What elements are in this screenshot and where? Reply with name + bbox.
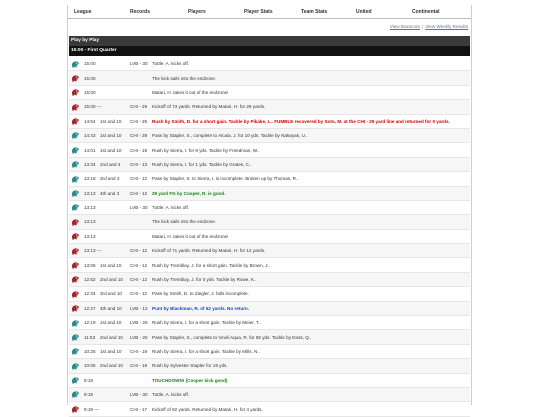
play-time: 13:13: [84, 205, 96, 211]
play-time: 14:54: [84, 118, 96, 124]
team-teal-logo-icon: [71, 376, 80, 385]
play-description: Rush by Tremblay, J. for a short gain. Tackle by Brown, J..: [152, 262, 271, 268]
play-spot: CHI - 12: [130, 190, 148, 196]
team-teal-logo-icon: [71, 347, 80, 356]
play-spot: CHI - 29: [130, 118, 148, 124]
play-row: [69, 57, 470, 71]
play-down: 3rd and 3: [100, 176, 120, 182]
play-time: 15:00: [84, 89, 96, 95]
play-down: 1st and 10: [100, 147, 122, 153]
play-down: 4th and 3: [100, 190, 120, 196]
play-spot: CHI - 29: [130, 104, 148, 110]
result-links: [390, 24, 468, 29]
play-row: [69, 215, 470, 229]
play-description: The kick sails into the endzone.: [152, 219, 217, 225]
play-time: 11:53: [84, 334, 96, 340]
play-description: Tuttle, A. kicks off.: [152, 205, 190, 211]
play-time: 10:25: [84, 349, 96, 354]
play-spot: CHI - 19: [130, 363, 148, 369]
nav-league[interactable]: League: [74, 9, 92, 15]
page-container: [67, 5, 472, 412]
team-teal-logo-icon: [71, 146, 80, 155]
play-description: Rush by Sierra, I. for 6 yds. Tackle by Freedman, W..: [152, 147, 260, 153]
play-row: [69, 345, 470, 359]
play-down: 1st and 10: [100, 320, 122, 326]
play-down: 1st and 10: [100, 262, 122, 268]
play-row: [69, 115, 470, 129]
nav-players[interactable]: Players: [188, 9, 206, 15]
play-time: 14:43: [84, 133, 96, 139]
play-down: 2nd and 10: [100, 363, 123, 369]
play-row: [69, 330, 470, 344]
team-teal-logo-icon: [71, 319, 80, 328]
quarter-title: 15:00 - First Quarter: [69, 46, 470, 56]
team-red-logo-icon: [71, 290, 80, 299]
play-spot: CHI - 13: [130, 161, 148, 167]
team-teal-logo-icon: [71, 362, 80, 371]
play-row: [69, 402, 470, 416]
play-description: Pass by Stapler, S., complete to Alcala, J. for 10 yds. Tackle by Nakayak, U..: [152, 133, 308, 139]
play-spot: CHI - 19: [130, 349, 148, 354]
play-spot: CHI - 12: [130, 176, 148, 182]
play-spot: LVB - 30: [130, 392, 148, 398]
play-time: 15:00 ---: [84, 104, 102, 110]
play-row: [69, 172, 470, 186]
team-red-logo-icon: [71, 275, 80, 284]
team-teal-logo-icon: [71, 203, 80, 212]
team-teal-logo-icon: [71, 189, 80, 198]
team-red-logo-icon: [71, 218, 80, 227]
play-description: Pass by Smith, D. to Ziegler, J. falls incomplete.: [152, 291, 250, 297]
play-time: 13:13: [84, 190, 96, 196]
play-down: 1st and 10: [100, 118, 122, 124]
play-row: [69, 158, 470, 172]
play-description: The kick sails into the endzone.: [152, 75, 217, 81]
team-red-logo-icon: [71, 117, 80, 126]
nav-continental[interactable]: Continental: [412, 9, 440, 15]
play-time: 12:27: [84, 305, 96, 311]
play-description: Rush by Tremblay, J. for 0 yds. Tackle by Rowe, K..: [152, 277, 257, 283]
play-down: 2nd and 10: [100, 277, 123, 283]
play-row: [69, 258, 470, 272]
play-list: [69, 57, 470, 417]
play-time: 13:13: [84, 219, 96, 225]
play-time: 9:19: [84, 392, 93, 398]
play-description: Rush by Sierra, I. for a short gain. Tackle by Mills, N..: [152, 349, 260, 354]
play-description: Kickoff of 71 yards. Returned by Matari, H. for 12 yards.: [152, 248, 266, 254]
team-red-logo-icon: [71, 247, 80, 256]
play-row: [69, 71, 470, 85]
play-spot: CHI - 12: [130, 262, 148, 268]
nav-player-stats[interactable]: Player Stats: [244, 9, 273, 15]
play-description: Matari, H. takes it out of the endzone!: [152, 89, 229, 95]
play-description: Punt by Blackman, R. of 62 yards. No return.: [152, 305, 250, 311]
play-spot: LVB - 12: [130, 305, 148, 311]
play-spot: LVB - 25: [130, 334, 148, 340]
play-description: Rush by Sylvester Stapler for 19 yds.: [152, 363, 228, 369]
team-red-logo-icon: [71, 88, 80, 97]
play-row: [69, 86, 470, 100]
team-teal-logo-icon: [71, 333, 80, 342]
team-red-logo-icon: [71, 405, 80, 414]
play-time: 12:52: [84, 277, 96, 283]
play-row: [69, 143, 470, 157]
nav-united[interactable]: United: [356, 9, 372, 15]
play-spot: CHI - 12: [130, 248, 148, 254]
link-separator: |: [422, 24, 424, 29]
team-red-logo-icon: [71, 74, 80, 83]
team-teal-logo-icon: [71, 160, 80, 169]
play-time: 15:00: [84, 61, 96, 67]
play-time: 13:34: [84, 161, 96, 167]
team-teal-logo-icon: [71, 175, 80, 184]
play-row: [69, 244, 470, 258]
play-row: [69, 273, 470, 287]
view-boxscore-link[interactable]: View Boxscore: [389, 24, 421, 29]
play-description: Rush by Sierra, I. for 1 yds. Tackle by Grates, C..: [152, 161, 252, 167]
play-time: 13:13: [84, 233, 96, 239]
play-spot: LVB - 30: [130, 205, 148, 211]
play-row: [69, 374, 470, 388]
play-down: 3rd and 10: [100, 291, 122, 297]
team-red-logo-icon: [71, 103, 80, 112]
play-row: [69, 187, 470, 201]
view-weekly-results-link[interactable]: View Weekly Results: [425, 24, 468, 29]
play-row: [69, 302, 470, 316]
team-red-logo-icon: [71, 261, 80, 270]
play-description: Kickoff of 62 yards. Returned by Matari, H. for 4 yards.: [152, 406, 263, 412]
nav-team-stats[interactable]: Team Stats: [301, 9, 328, 15]
play-time: 15:00: [84, 75, 96, 81]
play-row: [69, 230, 470, 244]
play-description: Rush by Smith, D. for a short gain. Tackle by Pikake, L.. FUMBLE recovered by Soto, M. at the CHI - 29 yard line and returned for 0 yards.: [152, 118, 450, 124]
play-spot: LVB - 25: [130, 320, 148, 326]
play-spot: CHI - 19: [130, 147, 148, 153]
play-description: 29 yard FG by Cooper, R. is good.: [152, 190, 226, 196]
nav-records[interactable]: Records: [130, 9, 151, 15]
play-spot: CHI - 12: [130, 291, 148, 297]
play-time: 14:01: [84, 147, 96, 153]
play-row: [69, 129, 470, 143]
play-description: Rush by Sierra, I. for a short gain. Tackle by Meier, T..: [152, 320, 261, 326]
play-time: 13:06: [84, 262, 96, 268]
play-spot: CHI - 17: [130, 406, 148, 412]
play-down: 4th and 10: [100, 305, 122, 311]
play-spot: CHI - 12: [130, 277, 148, 283]
play-time: 13:18: [84, 176, 96, 182]
play-row: [69, 316, 470, 330]
team-teal-logo-icon: [71, 131, 80, 140]
team-red-logo-icon: [71, 232, 80, 241]
play-row: [69, 359, 470, 373]
top-nav: [68, 5, 471, 19]
play-down: 2nd and 4: [100, 161, 121, 167]
play-time: 10:05: [84, 363, 96, 369]
team-teal-logo-icon: [71, 60, 80, 69]
play-description: Pass by Stapler, S. to Sierra, I. is incomplete. Broken up by Thomas, R..: [152, 176, 299, 182]
team-teal-logo-icon: [71, 390, 80, 399]
play-description: Pass by Stapler, S., complete to Vindi-Aqua, R. for 55 yds. Tackle by Doss, Q..: [152, 334, 312, 340]
play-row: [69, 287, 470, 301]
play-description: TOUCHDOWN! (Cooper kick good): [152, 377, 228, 383]
play-down: 1st and 10: [100, 349, 122, 354]
play-row: [69, 100, 470, 114]
play-down: 1st and 10: [100, 133, 122, 139]
play-down: 2nd and 10: [100, 334, 123, 340]
team-red-logo-icon: [71, 304, 80, 313]
play-row: [69, 201, 470, 215]
section-title: Play by Play: [69, 36, 470, 46]
play-description: Kickoff of 73 yards. Returned by Matari, H. for 29 yards.: [152, 104, 266, 110]
play-description: Tuttle, A. kicks off.: [152, 392, 190, 398]
play-time: 9:19: [84, 377, 93, 383]
play-description: Tuttle, A. kicks off.: [152, 61, 190, 67]
play-time: 9:19 ---: [84, 406, 99, 412]
play-spot: CHI - 29: [130, 133, 148, 139]
play-time: 12:34: [84, 291, 96, 297]
play-time: 12:19: [84, 320, 96, 326]
play-spot: LVB - 30: [130, 61, 148, 67]
play-time: 13:13 ---: [84, 248, 102, 254]
play-description: Matari, H. takes it out of the endzone!: [152, 233, 229, 239]
play-row: [69, 388, 470, 402]
